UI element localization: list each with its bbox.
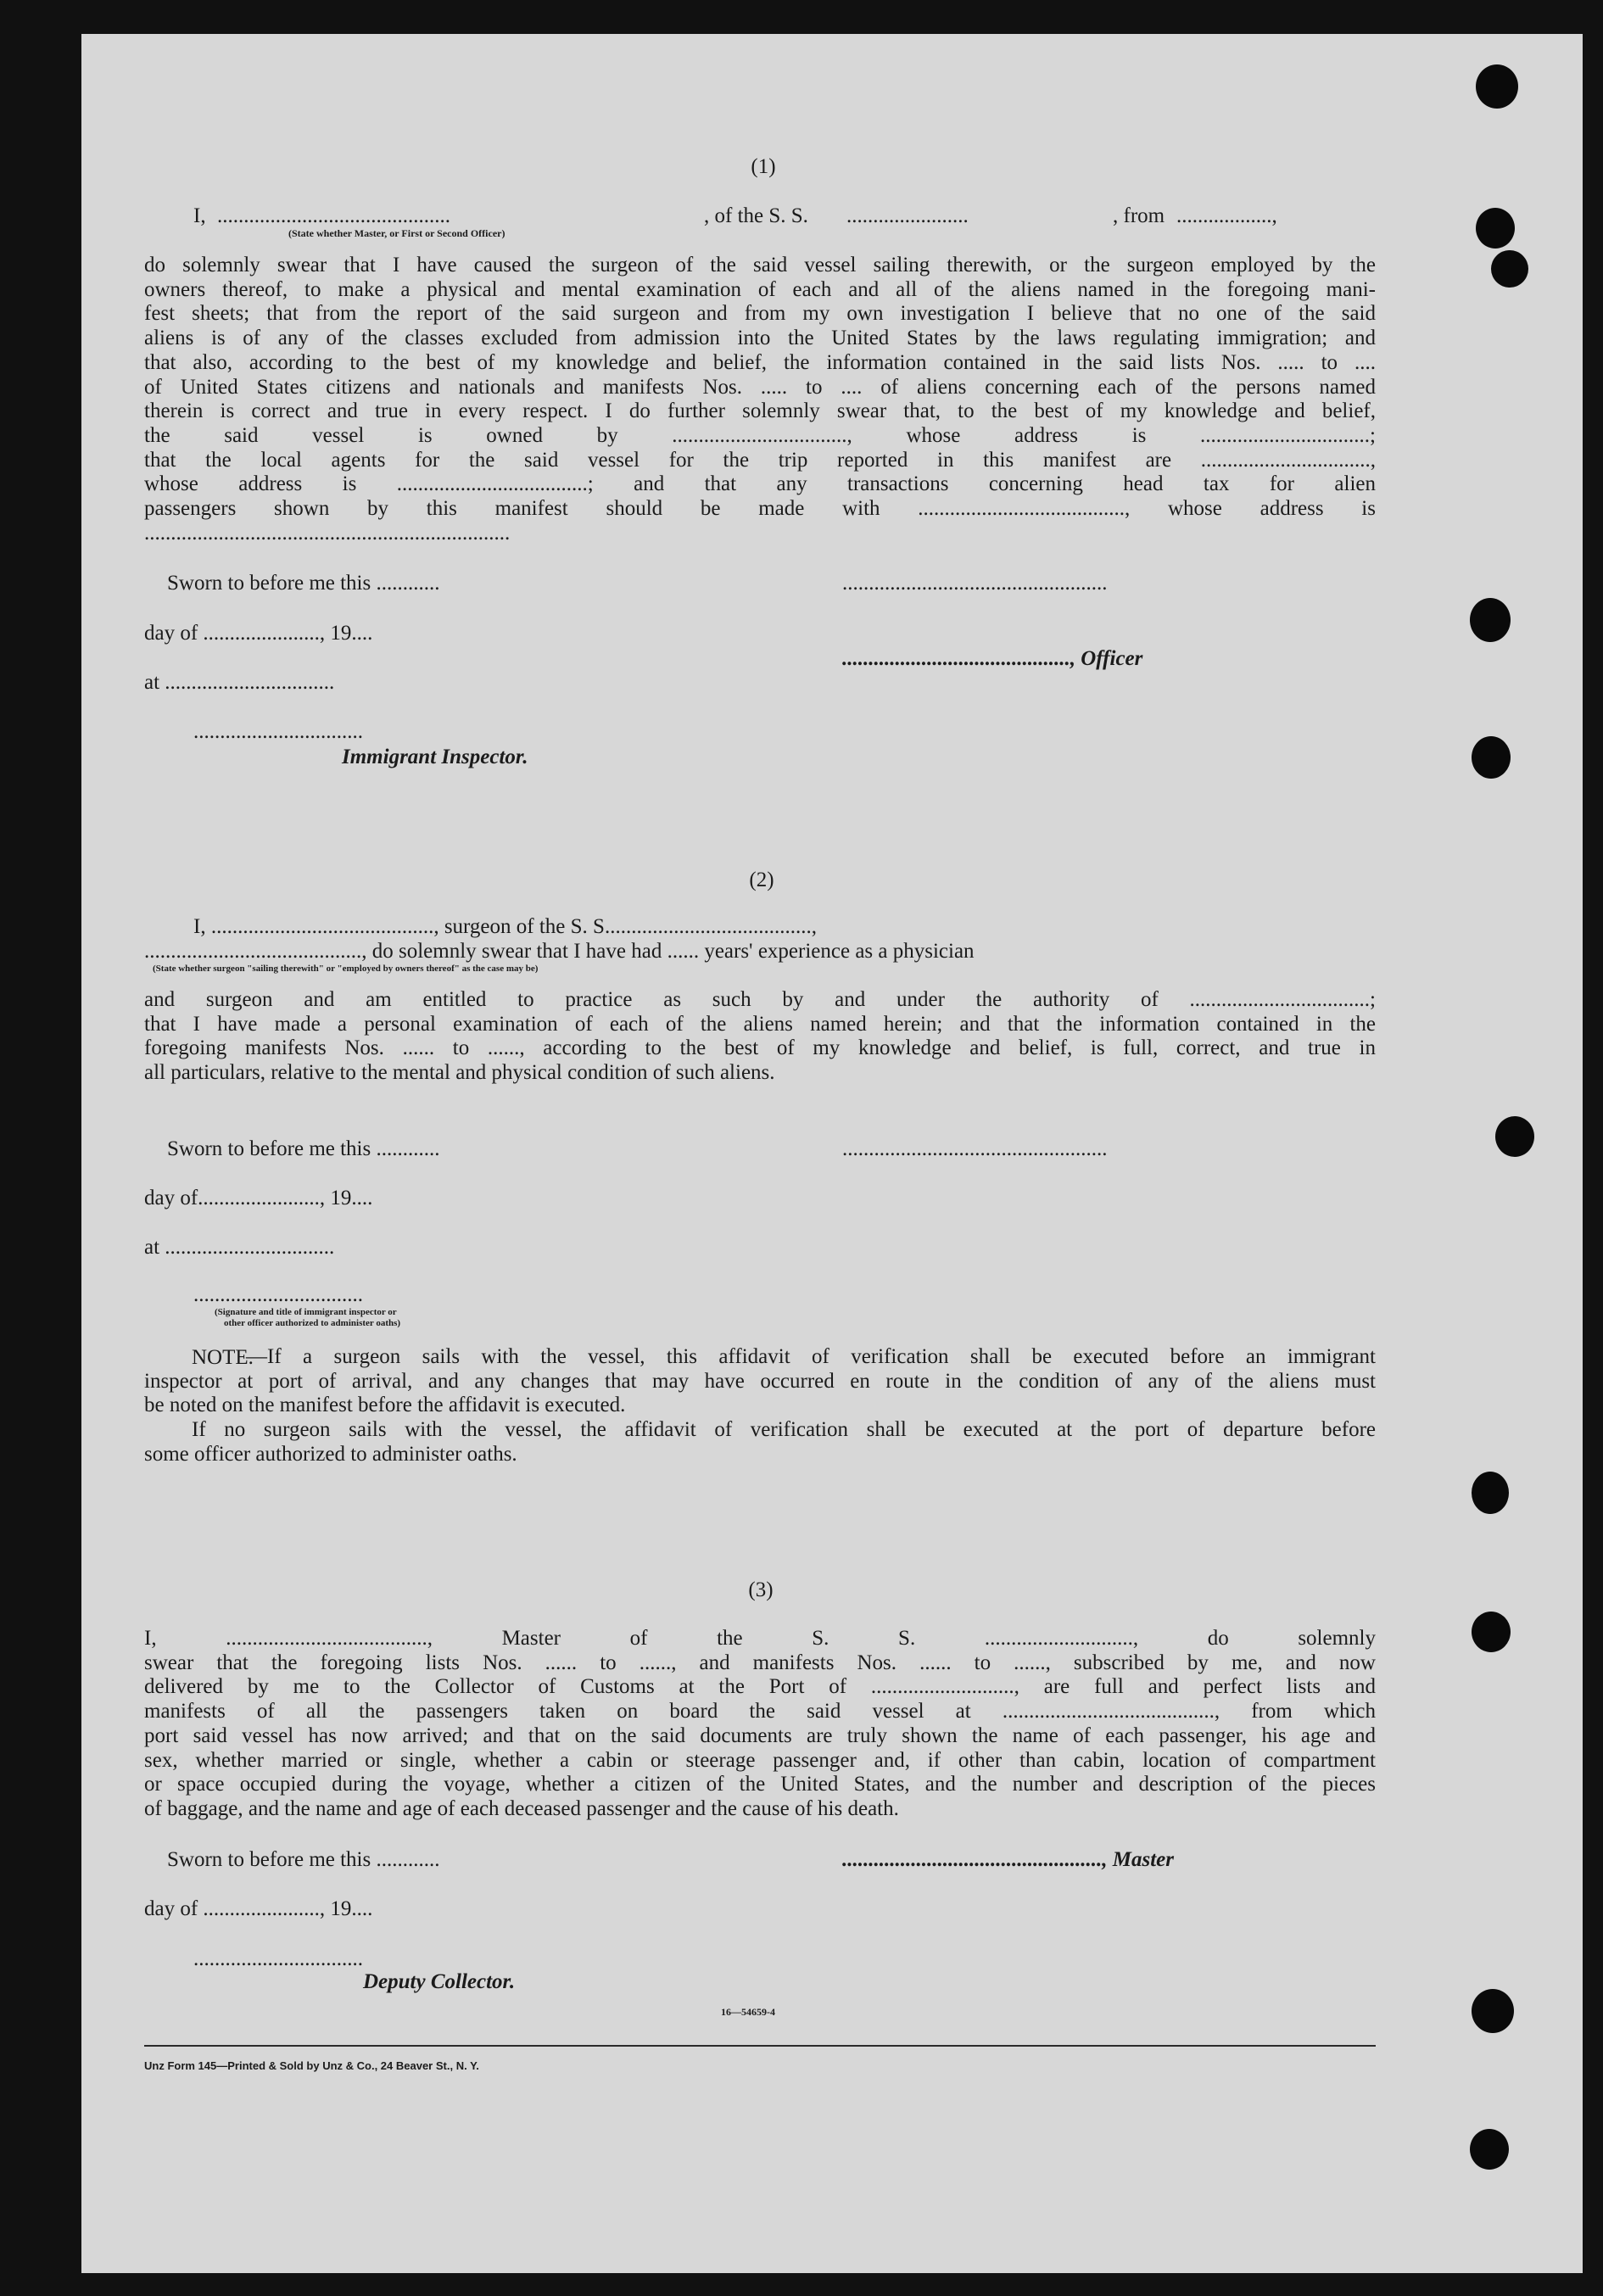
- paragraph-line: that also, according to the best of my knowledge and belief, the information contained in the said lists Nos. ..... to ....: [144, 350, 1376, 374]
- paragraph-line: sex, whether married or single, whether a cabin or steerage passenger and, if other than cabin, location of compartment: [144, 1748, 1376, 1772]
- footer-rule: [144, 2045, 1376, 2047]
- note-line: be noted on the manifest before the affidavit is executed.: [144, 1394, 626, 1417]
- note-line: inspector at port of arrival, and any changes that may have occurred en route in the condition of any of the aliens must: [144, 1369, 1376, 1393]
- s2-line2: ........................................., do solemnly swear that I have had ...... years' experience as a physician: [144, 940, 975, 963]
- s1-at: at ................................: [144, 671, 335, 694]
- note-line: If no surgeon sails with the vessel, the affidavit of verification shall be executed at the port of departure before: [192, 1418, 1376, 1441]
- punch-hole: [1476, 208, 1515, 249]
- s1-day: day of ......................, 19....: [144, 622, 373, 645]
- s1-signature-dots: ..................................................: [842, 572, 1108, 595]
- paragraph-line: the said vessel is owned by ................................., whose address is ................................;: [144, 423, 1376, 447]
- s1-inspector-dots: ................................: [193, 720, 363, 743]
- paragraph-line: do solemnly swear that I have caused the surgeon of the said vessel sailing therewith, or the surgeon employed by the: [144, 254, 1376, 277]
- punch-hole: [1472, 1612, 1511, 1652]
- s2-sig-title-note-2: other officer authorized to administer oaths): [224, 1318, 401, 1328]
- paragraph-line: aliens is of any of the classes excluded from admission into the United States by the laws regulating immigration; and: [144, 327, 1376, 350]
- punch-hole: [1495, 1116, 1534, 1157]
- s2-signature-dots: ..................................................: [842, 1137, 1108, 1160]
- punch-hole: [1470, 2129, 1509, 2170]
- paragraph-line: port said vessel has now arrived; and that on the said documents are truly shown the name of each passenger, his age and: [144, 1723, 1376, 1747]
- punch-hole: [1472, 1989, 1514, 2033]
- s1-line1-port-dots: ..................,: [1176, 204, 1277, 227]
- paragraph-line: owners thereof, to make a physical and mental examination of each and all of the aliens named in the foregoing mani-: [144, 277, 1376, 301]
- s1-line1-vessel-dots: .......................: [846, 204, 969, 227]
- paragraph-line: delivered by me to the Collector of Customs at the Port of ..........................., are full and perfect lists and: [144, 1675, 1376, 1699]
- form-code: 16—54659-4: [721, 2006, 775, 2018]
- paragraph-line: of United States citizens and nationals and manifests Nos. ..... to .... of aliens concerning each of the persons named: [144, 375, 1376, 399]
- section-2-heading: (2): [749, 869, 774, 891]
- s2-sig-title-note-1: (Signature and title of immigrant inspector or: [215, 1307, 397, 1317]
- punch-hole: [1472, 736, 1511, 779]
- s1-officer-note: (State whether Master, or First or Second Officer): [288, 227, 505, 239]
- paragraph-line: all particulars, relative to the mental and physical condition of such aliens.: [144, 1061, 775, 1085]
- s1-officer-line: ..........................................., Officer: [842, 647, 1143, 670]
- paragraph-line: fest sheets; that from the report of the said surgeon and from my own investigation I believe that no one of the said: [144, 302, 1376, 326]
- s3-collector-dots: ................................: [193, 1947, 363, 1970]
- s2-at: at ................................: [144, 1236, 335, 1259]
- paragraph-line: .....................................................................: [144, 521, 511, 545]
- paragraph-line: or space occupied during the voyage, whether a citizen of the United States, and the number and description of the pieces: [144, 1773, 1376, 1796]
- s1-sworn: Sworn to before me this ............: [167, 572, 440, 595]
- footer-imprint: Unz Form 145—Printed & Sold by Unz & Co., 24 Beaver St., N. Y.: [144, 2059, 479, 2072]
- paragraph-line: and surgeon and am entitled to practice as such by and under the authority of ..................................;: [144, 988, 1376, 1011]
- s1-line1-from: , from: [1113, 204, 1165, 227]
- punch-hole: [1476, 64, 1518, 109]
- paragraph-line: therein is correct and true in every respect. I do further solemnly swear that, to the best of my knowledge and belief,: [144, 399, 1376, 423]
- paragraph-line: of baggage, and the name and age of each deceased passenger and the cause of his death.: [144, 1796, 899, 1820]
- paragraph-line: manifests of all the passengers taken on board the said vessel at ........................................, from which: [144, 1700, 1376, 1723]
- s2-surgeon-note: (State whether surgeon "sailing therewith" or "employed by owners thereof" as the case may be): [153, 964, 539, 974]
- paragraph-line: that the local agents for the said vessel for the trip reported in this manifest are ................................,: [144, 448, 1376, 472]
- s3-sworn: Sworn to before me this ............: [167, 1848, 440, 1871]
- s2-line1: I, .........................................., surgeon of the S. S.......................................,: [193, 915, 817, 938]
- punch-hole: [1491, 250, 1528, 288]
- s1-line1-of-ss: , of the S. S.: [704, 204, 808, 227]
- paragraph-line: I, ......................................, Master of the S. S. ............................, do solemnly: [144, 1627, 1376, 1650]
- s3-day: day of ......................, 19....: [144, 1897, 373, 1920]
- s3-master-line: ................................................., Master: [842, 1848, 1174, 1871]
- paragraph-line: foregoing manifests Nos. ...... to ......, according to the best of my knowledge and belief, is full, correct, and true in: [144, 1036, 1376, 1060]
- s2-sworn: Sworn to before me this ............: [167, 1137, 440, 1160]
- s1-inspector-label: Immigrant Inspector.: [342, 746, 528, 768]
- note-line: —If a surgeon sails with the vessel, this affidavit of verification shall be executed before an immigrant: [246, 1345, 1376, 1368]
- s1-line1-i: I,: [193, 204, 206, 227]
- paragraph-line: swear that the foregoing lists Nos. ...... to ......, and manifests Nos. ...... to ......, subscribed by me, and now: [144, 1651, 1376, 1674]
- punch-hole: [1470, 598, 1511, 642]
- paragraph-line: that I have made a personal examination of each of the aliens named herein; and that the information contained in the: [144, 1012, 1376, 1036]
- paragraph-line: passengers shown by this manifest should be made with ......................................., whose address is: [144, 497, 1376, 520]
- s3-collector-label: Deputy Collector.: [363, 1970, 516, 1993]
- section-1-heading: (1): [751, 155, 776, 178]
- s1-line1-officer-dots: ............................................: [217, 204, 450, 227]
- s2-sig-title-dots: ................................: [193, 1283, 363, 1306]
- punch-hole: [1472, 1472, 1509, 1514]
- note-prefix: NOTE.: [192, 1346, 254, 1369]
- paragraph-line: whose address is ....................................; and that any transactions concerning head tax for alien: [144, 472, 1376, 496]
- note-line: some officer authorized to administer oaths.: [144, 1442, 517, 1466]
- s2-day: day of......................., 19....: [144, 1187, 373, 1209]
- section-3-heading: (3): [748, 1578, 774, 1601]
